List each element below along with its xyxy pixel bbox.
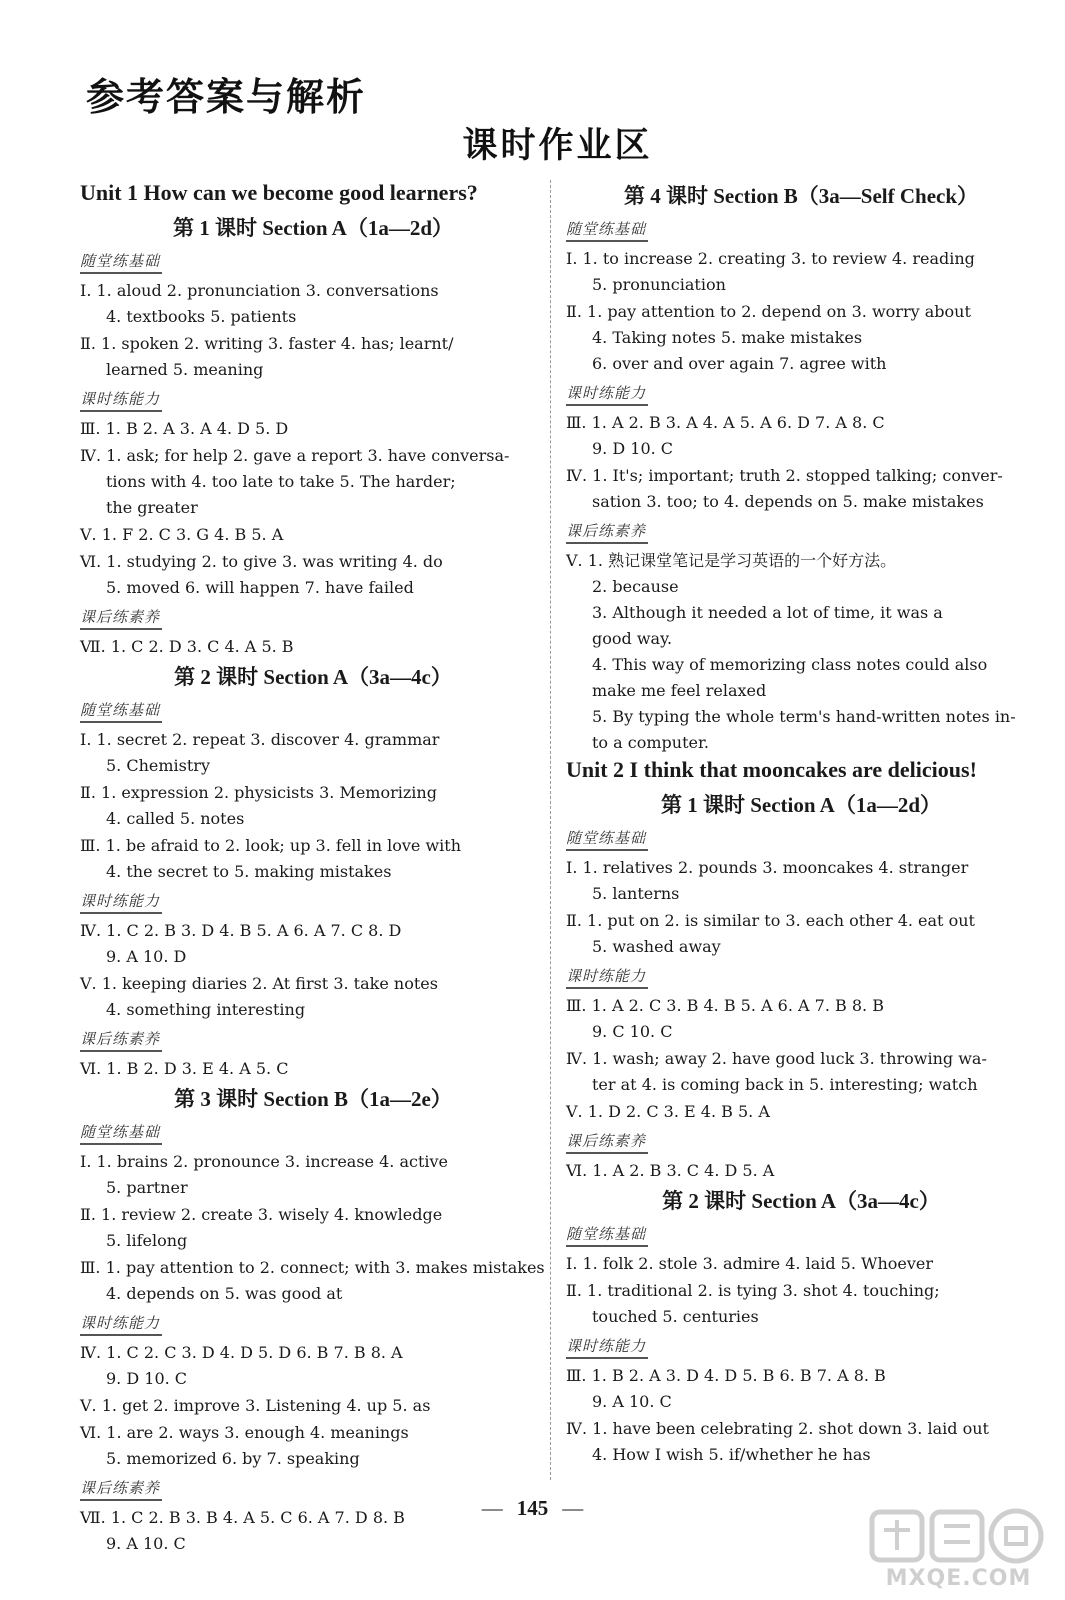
answer-item xyxy=(80,1056,546,1082)
lesson-title: 第 4 课时 Section B（3a—Self Check） xyxy=(623,184,979,208)
page-number: 145 xyxy=(516,1496,549,1520)
answer-item xyxy=(80,549,546,601)
answer-line: 5. lanterns xyxy=(592,884,680,903)
answer-line: Ⅳ. 1. have been celebrating 2. shot down 3. laid out xyxy=(566,1419,989,1438)
answer-line: Ⅱ. 1. pay attention to 2. depend on 3. worry about xyxy=(566,302,971,321)
answer-line: Ⅵ. 1. studying 2. to give 3. was writing 4. do xyxy=(80,552,443,571)
answer-line: 4. called 5. notes xyxy=(106,809,245,828)
answer-item xyxy=(566,855,1036,907)
answer-item xyxy=(80,727,546,779)
answer-item xyxy=(80,1255,546,1307)
practice-subhead-row xyxy=(566,378,1036,410)
practice-subhead-row xyxy=(80,1117,546,1149)
practice-subhead-row xyxy=(566,214,1036,246)
answer-line: 5. pronunciation xyxy=(592,275,726,294)
answer-line: Ⅲ. 1. A 2. B 3. A 4. A 5. A 6. D 7. A 8. C xyxy=(566,413,885,432)
answer-line: Ⅳ. 1. It's; important; truth 2. stopped talking; conver- xyxy=(566,466,1003,485)
answer-item xyxy=(80,443,546,521)
section-title: 课时作业区 xyxy=(462,126,653,166)
answer-line: Ⅰ. 1. to increase 2. creating 3. to review 4. reading xyxy=(566,249,975,268)
answer-line: 4. Taking notes 5. make mistakes xyxy=(592,328,863,347)
answer-line: 6. over and over again 7. agree with xyxy=(592,354,887,373)
practice-subhead-row xyxy=(80,1308,546,1340)
answer-item xyxy=(80,1340,546,1392)
answer-line: Ⅲ. 1. B 2. A 3. A 4. D 5. D xyxy=(80,419,289,438)
practice-subhead: 随堂练基础 xyxy=(80,699,162,723)
lesson-title: 第 1 课时 Section A（1a—2d） xyxy=(660,793,941,817)
watermark-text: MXQE.COM xyxy=(885,1566,1032,1591)
answer-item xyxy=(80,1149,546,1201)
practice-subhead: 课时练能力 xyxy=(80,890,162,914)
answer-item xyxy=(80,1420,546,1472)
answer-line: 5. washed away xyxy=(592,937,721,956)
practice-subhead: 课时练能力 xyxy=(80,388,162,412)
answer-item xyxy=(80,634,546,660)
answer-item xyxy=(80,1202,546,1254)
unit-title: Unit 2 I think that mooncakes are delicious! xyxy=(566,757,977,782)
answer-line: 9. C 10. C xyxy=(592,1022,673,1041)
practice-subhead-row xyxy=(566,516,1036,548)
practice-subhead-row xyxy=(566,1331,1036,1363)
answer-line: Ⅱ. 1. traditional 2. is tying 3. shot 4. touching; xyxy=(566,1281,940,1300)
practice-subhead: 课后练素养 xyxy=(80,1477,162,1501)
answer-line: Ⅰ. 1. brains 2. pronounce 3. increase 4. active xyxy=(80,1152,448,1171)
practice-subhead-row xyxy=(566,961,1036,993)
lesson-title: 第 1 课时 Section A（1a—2d） xyxy=(172,216,453,240)
practice-subhead: 课时练能力 xyxy=(566,965,648,989)
answer-line: 5. Chemistry xyxy=(106,756,210,775)
answer-line: Ⅶ. 1. C 2. D 3. C 4. A 5. B xyxy=(80,637,294,656)
answer-line: Ⅶ. 1. C 2. B 3. B 4. A 5. C 6. A 7. D 8. B xyxy=(80,1508,405,1527)
answer-item xyxy=(80,971,546,1023)
answer-line: 5. lifelong xyxy=(106,1231,188,1250)
answer-line: Ⅵ. 1. A 2. B 3. C 4. D 5. A xyxy=(566,1161,775,1180)
answer-item xyxy=(566,1158,1036,1184)
practice-subhead: 课后练素养 xyxy=(566,1130,648,1154)
answer-line: Ⅴ. 1. F 2. C 3. G 4. B 5. A xyxy=(80,525,284,544)
practice-subhead: 课后练素养 xyxy=(80,1028,162,1052)
answer-line: touched 5. centuries xyxy=(592,1307,759,1326)
answer-line: Ⅳ. 1. ask; for help 2. gave a report 3. have conversa- xyxy=(80,446,510,465)
answer-line: the greater xyxy=(106,498,198,517)
answer-item xyxy=(566,548,1036,756)
answer-line: Ⅴ. 1. 熟记课堂笔记是学习英语的一个好方法。 xyxy=(566,551,897,570)
answer-line: 5. By typing the whole term's hand-written notes in- xyxy=(592,707,1016,726)
practice-subhead: 随堂练基础 xyxy=(80,1121,162,1145)
answer-line: Ⅳ. 1. wash; away 2. have good luck 3. throwing wa- xyxy=(566,1049,987,1068)
practice-subhead: 随堂练基础 xyxy=(80,250,162,274)
practice-subhead-row xyxy=(80,602,546,634)
practice-subhead-row xyxy=(80,1024,546,1056)
answer-line: Ⅲ. 1. pay attention to 2. connect; with 3. makes mistakes xyxy=(80,1258,545,1277)
answer-line: make me feel relaxed xyxy=(592,681,767,700)
answer-line: Ⅰ. 1. aloud 2. pronunciation 3. conversations xyxy=(80,281,439,300)
practice-subhead-row xyxy=(80,695,546,727)
practice-subhead: 课后练素养 xyxy=(566,520,648,544)
answer-line: 3. Although it needed a lot of time, it was a xyxy=(592,603,943,622)
practice-subhead: 课时练能力 xyxy=(566,382,648,406)
answer-line: Ⅱ. 1. put on 2. is similar to 3. each other 4. eat out xyxy=(566,911,975,930)
answer-item xyxy=(566,993,1036,1045)
answer-line: Ⅴ. 1. keeping diaries 2. At first 3. take notes xyxy=(80,974,438,993)
answer-line: Ⅲ. 1. B 2. A 3. D 4. D 5. B 6. B 7. A 8. B xyxy=(566,1366,886,1385)
answer-item xyxy=(566,463,1036,515)
practice-subhead-row xyxy=(566,823,1036,855)
answer-line: 9. D 10. C xyxy=(106,1369,188,1388)
answer-item xyxy=(566,908,1036,960)
answer-line: 4. How I wish 5. if/whether he has xyxy=(592,1445,871,1464)
answer-item xyxy=(566,1099,1036,1125)
lesson-title: 第 2 课时 Section A（3a—4c） xyxy=(174,665,452,689)
answer-line: 5. memorized 6. by 7. speaking xyxy=(106,1449,360,1468)
answer-line: sation 3. too; to 4. depends on 5. make mistakes xyxy=(592,492,984,511)
practice-subhead-row xyxy=(80,246,546,278)
answer-item xyxy=(80,918,546,970)
answer-line: 2. because xyxy=(592,577,679,596)
answer-item xyxy=(566,246,1036,298)
answer-item xyxy=(566,1416,1036,1468)
answer-line: Ⅰ. 1. relatives 2. pounds 3. mooncakes 4. stranger xyxy=(566,858,969,877)
answer-line: Ⅳ. 1. C 2. B 3. D 4. B 5. A 6. A 7. C 8. D xyxy=(80,921,402,940)
answer-line: Ⅳ. 1. C 2. C 3. D 4. D 5. D 6. B 7. B 8. A xyxy=(80,1343,403,1362)
answer-item xyxy=(80,1393,546,1419)
answer-line: 9. A 10. D xyxy=(106,947,187,966)
answer-line: to a computer. xyxy=(592,733,709,752)
page-number-footer: — 145 — xyxy=(481,1496,584,1520)
column-divider xyxy=(550,180,551,1480)
practice-subhead: 课时练能力 xyxy=(566,1335,648,1359)
answer-line: 4. the secret to 5. making mistakes xyxy=(106,862,392,881)
answer-item xyxy=(566,1363,1036,1415)
answer-item xyxy=(566,299,1036,377)
watermark-logo xyxy=(866,1502,1051,1594)
answer-line: Ⅴ. 1. D 2. C 3. E 4. B 5. A xyxy=(566,1102,770,1121)
answer-line: 4. something interesting xyxy=(106,1000,306,1019)
practice-subhead-row xyxy=(566,1126,1036,1158)
answer-item xyxy=(566,1046,1036,1098)
answer-item xyxy=(80,833,546,885)
answer-line: Ⅰ. 1. folk 2. stole 3. admire 4. laid 5. Whoever xyxy=(566,1254,934,1273)
answer-item xyxy=(80,331,546,383)
answer-line: Ⅵ. 1. B 2. D 3. E 4. A 5. C xyxy=(80,1059,289,1078)
lesson-title: 第 3 课时 Section B（1a—2e） xyxy=(174,1087,452,1111)
answer-line: Ⅵ. 1. are 2. ways 3. enough 4. meanings xyxy=(80,1423,409,1442)
practice-subhead: 课后练素养 xyxy=(80,606,162,630)
answer-item xyxy=(566,1278,1036,1330)
right-column xyxy=(566,180,1036,1469)
answer-line: 5. moved 6. will happen 7. have failed xyxy=(106,578,414,597)
answer-line: Ⅱ. 1. review 2. create 3. wisely 4. knowledge xyxy=(80,1205,443,1224)
practice-subhead-row xyxy=(80,886,546,918)
answer-line: tions with 4. too late to take 5. The harder; xyxy=(106,472,456,491)
answer-line: 4. This way of memorizing class notes could also xyxy=(592,655,988,674)
practice-subhead-row xyxy=(566,1219,1036,1251)
answer-item xyxy=(80,780,546,832)
answer-line: Ⅱ. 1. expression 2. physicists 3. Memorizing xyxy=(80,783,437,802)
answer-item xyxy=(566,1251,1036,1277)
answer-item xyxy=(80,278,546,330)
answer-line: Ⅴ. 1. get 2. improve 3. Listening 4. up 5. as xyxy=(80,1396,431,1415)
left-column xyxy=(80,180,546,1558)
answer-line: Ⅰ. 1. secret 2. repeat 3. discover 4. grammar xyxy=(80,730,440,749)
practice-subhead: 随堂练基础 xyxy=(566,827,648,851)
answer-line: good way. xyxy=(592,629,673,648)
lesson-title: 第 2 课时 Section A（3a—4c） xyxy=(662,1189,940,1213)
answer-line: 9. A 10. C xyxy=(592,1392,672,1411)
answer-line: ter at 4. is coming back in 5. interesting; watch xyxy=(592,1075,978,1094)
answer-line: Ⅱ. 1. spoken 2. writing 3. faster 4. has; learnt/ xyxy=(80,334,454,353)
answer-line: 9. D 10. C xyxy=(592,439,674,458)
answer-line: learned 5. meaning xyxy=(106,360,264,379)
page-heading: 参考答案与解析 xyxy=(86,75,367,119)
answer-line: Ⅲ. 1. A 2. C 3. B 4. B 5. A 6. A 7. B 8. B xyxy=(566,996,884,1015)
practice-subhead: 随堂练基础 xyxy=(566,218,648,242)
answer-line: 4. textbooks 5. patients xyxy=(106,307,297,326)
watermark-icon xyxy=(866,1502,1051,1566)
practice-subhead: 课时练能力 xyxy=(80,1312,162,1336)
answer-line: 9. A 10. C xyxy=(106,1534,186,1553)
practice-subhead: 随堂练基础 xyxy=(566,1223,648,1247)
answer-line: 4. depends on 5. was good at xyxy=(106,1284,343,1303)
answer-item xyxy=(566,410,1036,462)
practice-subhead-row xyxy=(80,384,546,416)
answer-item xyxy=(80,416,546,442)
answer-line: 5. partner xyxy=(106,1178,188,1197)
unit-title: Unit 1 How can we become good learners? xyxy=(80,180,478,205)
answer-line: Ⅲ. 1. be afraid to 2. look; up 3. fell in love with xyxy=(80,836,461,855)
answer-item xyxy=(80,522,546,548)
